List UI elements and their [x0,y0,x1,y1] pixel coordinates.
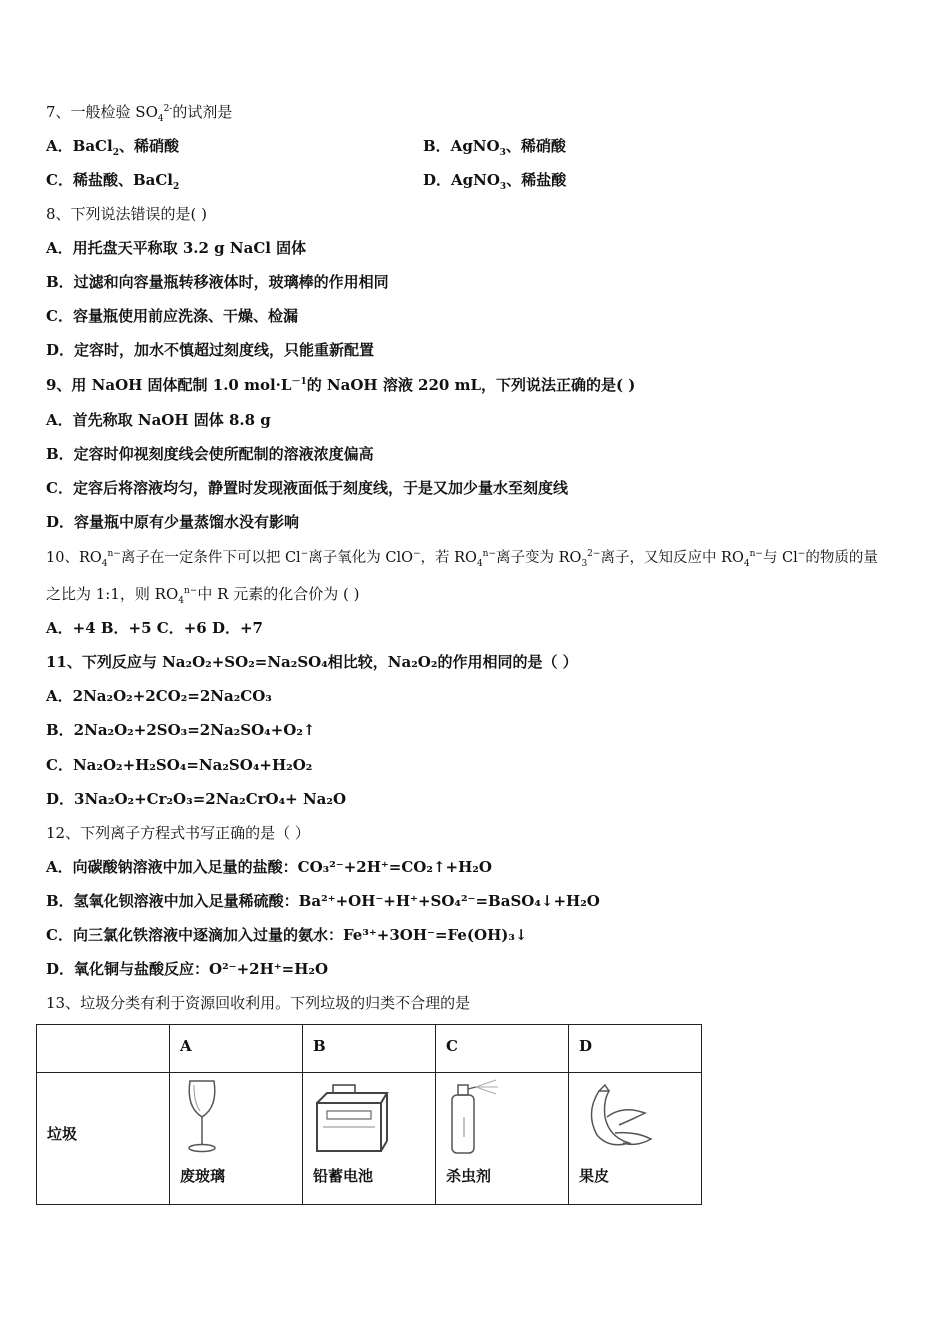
spray-can-icon [446,1077,516,1157]
q13-cell-a [170,1073,303,1205]
q8-option-a: A．用托盘天平称取 3.2 g NaCl 固体 [46,239,307,257]
q12-option-c: C．向三氯化铁溶液中逐滴加入过量的氨水：Fe³⁺+3OH⁻=Fe(OH)₃↓ [46,926,528,944]
q11-stem: 11、下列反应与 Na₂O₂+SO₂=Na₂SO₄相比较，Na₂O₂的作用相同的是（ ） [46,653,578,671]
q12-option-a: A．向碳酸钠溶液中加入足量的盐酸：CO₃²⁻+2H⁺=CO₂↑+H₂O [46,858,492,876]
q13-row-label: 垃圾 [47,1125,78,1143]
q13-item-d: 果皮 [579,1167,610,1185]
q7-option-d: D．AgNO$_3$、稀盐酸 [423,171,567,192]
q13-header-empty [37,1025,170,1073]
q13-garbage-table [36,1024,702,1205]
lead-acid-battery-icon [313,1077,393,1157]
q13-stem: 13、垃圾分类有利于资源回收利用。下列垃圾的归类不合理的是 [46,994,471,1012]
q7-stem-text: 7、一般检验 SO [46,103,158,121]
q13-cell-b [303,1073,436,1205]
q7-options-cd [46,170,906,190]
q13-header-row [37,1025,702,1073]
q11-option-d: D．3Na₂O₂+Cr₂O₃=2Na₂CrO₄+ Na₂O [46,790,347,808]
q13-row-label-cell [37,1073,170,1205]
q9-option-a: A．首先称取 NaOH 固体 8.8 g [46,411,271,429]
q12-option-d: D．氧化铜与盐酸反应：O²⁻+2H⁺=H₂O [46,960,329,978]
q9-option-d: D．容量瓶中原有少量蒸馏水没有影响 [46,513,300,531]
q7-options-ab [46,136,906,156]
q7-stem-sup: 2- [163,104,173,114]
q13-header-c: C [436,1025,569,1073]
banana-peel-icon [579,1077,659,1157]
q9-stem: 9、用 NaOH 固体配制 1.0 $mol\cdot L^{-1}$的 NaOH 溶液 220 mL，下列说法正确的是( ) [46,376,636,394]
q13-header-b: B [303,1025,436,1073]
q10-options: A．+4 B．+5 C．+6 D．+7 [46,619,263,637]
q8-stem: 8、下列说法错误的是( ) [46,205,208,223]
q7-option-a: A．BaCl$_2$、稀硝酸 [46,137,179,158]
q13-item-c: 杀虫剂 [446,1167,492,1185]
q10-stem-line2: 之比为 1:1，则 $RO_4^{n-}$中 R 元素的化合价为 ( ) [46,585,360,606]
q10-stem-line1: 10、$RO_4^{n-}$离子在一定条件下可以把 Cl−离子氧化为 ClO−，若 $RO_4^{n-}$离子变为 $RO_3^{2-}$离子，又知反应中 $RO_4^{n-}$与 Cl−的物质的量 [46,549,878,569]
q9-option-b: B．定容时仰视刻度线会使所配制的溶液浓度偏高 [46,445,374,463]
q12-option-b: B．氢氧化钡溶液中加入足量稀硫酸：Ba²⁺+OH⁻+H⁺+SO₄²⁻=BaSO₄↓+H₂O [46,892,600,910]
q11-option-c: C．Na₂O₂+H₂SO₄=Na₂SO₄+H₂O₂ [46,756,313,774]
wine-glass-icon [180,1077,240,1157]
q13-header-a: A [170,1025,303,1073]
q7-stem-suffix: 的试剂是 [172,103,233,121]
q13-item-row [37,1073,702,1205]
q8-option-d: D．定容时，加水不慎超过刻度线，只能重新配置 [46,341,375,359]
q8-option-c: C．容量瓶使用前应洗涤、干燥、检漏 [46,307,298,325]
q7-stem [46,102,232,122]
q12-stem: 12、下列离子方程式书写正确的是（ ） [46,824,310,842]
q11-option-a: A．2Na₂O₂+2CO₂=2Na₂CO₃ [46,687,272,705]
q13-item-a: 废玻璃 [180,1167,226,1185]
q9-option-c: C．定容后将溶液均匀，静置时发现液面低于刻度线，于是又加少量水至刻度线 [46,479,568,497]
q13-item-b: 铅蓄电池 [313,1167,374,1185]
q13-header-d: D [569,1025,702,1073]
q7-stem-sub: 4 [157,114,164,124]
q7-option-b: B．AgNO$_3$、稀硝酸 [423,137,566,158]
q7-option-c: C．稀盐酸、BaCl$_2$ [46,171,180,192]
q13-cell-d [569,1073,702,1205]
q11-option-b: B．2Na₂O₂+2SO₃=2Na₂SO₄+O₂↑ [46,721,316,739]
q8-option-b: B．过滤和向容量瓶转移液体时，玻璃棒的作用相同 [46,273,389,291]
q13-cell-c [436,1073,569,1205]
